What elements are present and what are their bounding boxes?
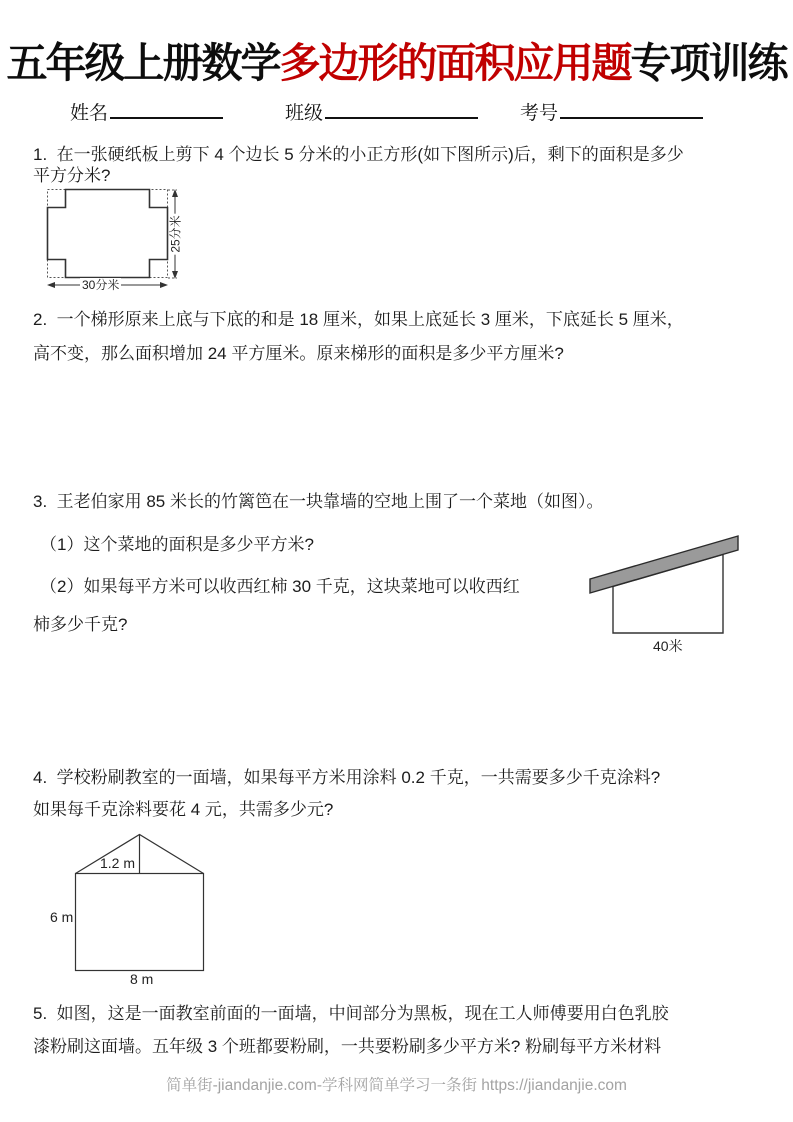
exam-no-field xyxy=(520,98,703,125)
question-4 xyxy=(33,762,660,826)
q1-width-label: 30分米 xyxy=(82,278,120,292)
q3-intro: 3. 王老伯家用 85 米长的竹篱笆在一块靠墙的空地上围了一个菜地（如图）。 xyxy=(33,492,604,511)
footer-watermark: 简单街-jiandanjie.com-学科网简单学习一条街 https://jiandanjie.com xyxy=(166,1077,627,1094)
class-field xyxy=(285,98,478,125)
name-label: 姓名 xyxy=(70,103,109,124)
q3-part1: （1）这个菜地的面积是多少平方米? xyxy=(40,535,314,554)
name-field xyxy=(70,98,223,125)
cardboard-cut-outline xyxy=(48,190,168,278)
q5-line-2: 漆粉刷这面墙。五年级 3 个班都要粉刷，一共要粉刷多少平方米? 粉刷每平方米材料 xyxy=(33,1037,662,1056)
q1-figure xyxy=(44,186,204,298)
name-blank-line xyxy=(110,100,223,119)
q3-part2-line-1: （2）如果每平方米可以收西红柿 30 千克，这块菜地可以收西红 xyxy=(40,577,520,596)
question-5 xyxy=(33,997,669,1063)
q5-line-1: 5. 如图，这是一面教室前面的一面墙，中间部分为黑板，现在工人师傅要用白色乳胶 xyxy=(33,1004,669,1023)
q3-base-label: 40米 xyxy=(653,638,683,654)
dim-arrow-left xyxy=(47,282,55,288)
q4-wall-height-label: 6 m xyxy=(50,909,74,925)
q4-base-label: 8 m xyxy=(130,971,154,987)
class-label: 班级 xyxy=(285,103,324,124)
title-accent: 多边形的面积应用题 xyxy=(279,40,631,86)
class-blank-line xyxy=(325,100,478,119)
q1-line-2: 平方分米? xyxy=(33,166,111,185)
q4-line-1: 4. 学校粉刷教室的一面墙，如果每平方米用涂料 0.2 千克，一共需要多少千克涂料? xyxy=(33,768,661,787)
q4-figure xyxy=(40,831,220,991)
wall-rectangle xyxy=(76,874,204,971)
question-1 xyxy=(33,144,684,186)
q1-line-1: 1. 在一张硬纸板上剪下 4 个边长 5 分米的小正方形(如下图所示)后，剩下的面积是多少 xyxy=(33,145,684,164)
q3-part2-line-2: 柿多少千克? xyxy=(33,615,128,634)
q1-height-label: 25分米 xyxy=(168,215,183,253)
question-2 xyxy=(33,303,684,371)
exam-no-label: 考号 xyxy=(520,103,559,124)
q3-figure-svg xyxy=(585,528,793,663)
q4-roof-height-label: 1.2 m xyxy=(100,855,136,871)
exam-no-blank-line xyxy=(560,100,703,119)
q4-line-2: 如果每千克涂料要花 4 元，共需多少元? xyxy=(33,800,334,819)
q3-figure xyxy=(585,528,793,663)
q2-line-1: 2. 一个梯形原来上底与下底的和是 18 厘米，如果上底延长 3 厘米，下底延长 5 厘米， xyxy=(33,310,684,329)
dim-arrow-right xyxy=(160,282,168,288)
page-title xyxy=(0,30,793,89)
q2-line-2: 高不变，那么面积增加 24 平方厘米。原来梯形的面积是多少平方厘米? xyxy=(33,344,564,363)
title-left: 五年级上册数学 xyxy=(6,40,280,86)
title-right: 专项训练 xyxy=(630,40,787,86)
